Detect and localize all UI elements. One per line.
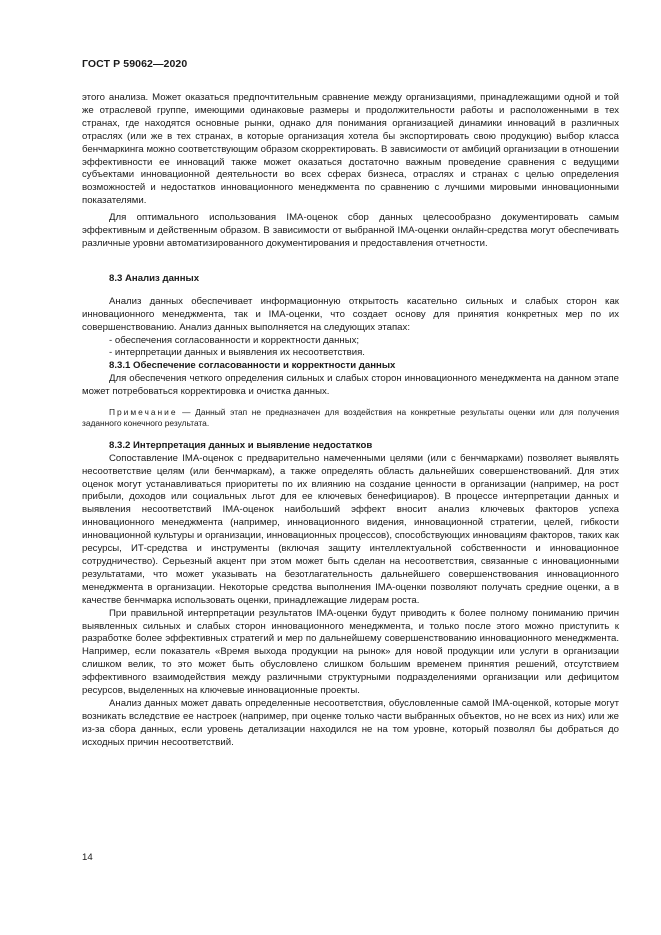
body-text [82, 92, 619, 750]
paragraph-interpretation: При правильной интерпретации результатов IMA-оценки будут приводить к более полному пониманию причин выявленных сильных и слабых сторон инновационного менеджмента, и только после этого можно приступить к разработке более эффективных стратегий и мер по дальнейшему совершенствованию инновационного менеджмента. Например, если показатель «Время выхода продукции на рынок» для новой продукции или услуги в организации слишком велик, то это может быть обусловлено слишком большим временем принятия решений, отсутствием эффективного взаимодействия между различными структурными подразделениями организации или дефицитом ресурсов, выделенных на ключевые инновационные проекты. [82, 607, 619, 697]
standard-header: ГОСТ Р 59062—2020 [82, 58, 188, 70]
paragraph-inconsistencies: Анализ данных может давать определенные несоответствия, обусловленные самой IMA-оценкой, которые могут возникать вследствие ее настроек (например, при оценке только части выбранных объектов, но не всех из них) или же из-за сбора данных, если уровень детализации находился не на том уровне, который позволял бы добраться до исходных причин несоответствий. [82, 697, 619, 748]
paragraph-comparison: Сопоставление IMA-оценок с предварительно намеченными целями (или с бенчмарками) позволяет выявлять несоответствие целям (или бенчмаркам), а также определять область дальнейших совершенствований. Для этих оценок могут устанавливаться приоритеты по их влиянию на создание ценности в организации (например, на рост прибыли, доходов или социальных льгот для ее ключевых бенефициаров). В процессе интерпретации данных и выявления несоответствий IMA-оценок наибольший эффект вносит анализ ключевых факторов успеха инновационного менеджмента (например, инновационного видения, инновационной стратегии, целей, гибкости инновационной культуры и организации, инновационных процессов), способствующих инновациям факторов, таких как ресурсы, ИТ-средства и инструменты (включая защиту интеллектуальной собственности и инновационное сотрудничество). Серьезный акцент при этом может быть сделан на несоответствия, связанные с инновационными результатами, что может указывать на безотлагательность дальнейшего совершенствования инновационного менеджмента в организации. Некоторые средства выполнения IMA-оценки позволяют получать средние оценки, а в качестве бенчмарка использовать оценки, принадлежащие лидерам роста. [82, 452, 619, 606]
subsection-title-8-3-1: 8.3.1 Обеспечение согласованности и корректности данных [109, 360, 396, 372]
paragraph-data-correction: Для обеспечения четкого определения сильных и слабых сторон инновационного менеджмента на данном этапе может потребоваться корректировка и очистка данных. [82, 373, 619, 398]
paragraph-data-analysis-intro: Анализ данных обеспечивает информационную открытость касательно сильных и слабых сторон как инновационного менеджмента, так и IMA-оценки, что создает основу для принятия конкретных мер по их совершенствованию. Анализ данных выполняется на следующих этапах: [82, 295, 619, 333]
list-item-step-1: - обеспечения согласованности и корректности данных; [109, 334, 360, 346]
section-title-8-3: 8.3 Анализ данных [109, 272, 200, 284]
note [82, 407, 619, 430]
paragraph-continuation: этого анализа. Может оказаться предпочтительным сравнение между организациями, принадлежащими одной и той же отраслевой группе, имеющими одинаковые размеры и продолжительности работы и расположенными в тех странах, где находятся основные рынки, однако для понимания организацией динамики инноваций в различных отраслях (или же в тех странах, в которые организация хотела бы экспортировать свою продукцию) выбор класса бенчмаркинга можно соответствующим образом скорректировать. В зависимости от амбиций организации в отношении эффективности ее инноваций также может оказаться достаточно важным проведение сравнения с ведущими субъектами инновационной деятельности во всех сферах бизнеса, отраслях и странах с целью определения возможностей и недостатков инновационного менеджмента по сравнению с лучшими мировыми инновационными показателями. [82, 92, 619, 207]
subsection-title-8-3-2: 8.3.2 Интерпретация данных и выявление недостатков [109, 439, 373, 451]
page-number: 14 [82, 852, 93, 863]
note-label: Примечание [109, 407, 178, 418]
note-text: — Данный этап не предназначен для воздействия на конкретные результаты оценки или для получения заданного конечного результата. [82, 407, 619, 429]
list-item-step-2: - интерпретации данных и выявления их несоответствия. [109, 347, 365, 359]
paragraph-documentation: Для оптимального использования IMA-оценок сбор данных целесообразно документировать самым эффективным и действенным образом. В зависимости от выбранной IMA-оценки онлайн-средства могут обеспечивать различные уровни автоматизированного документирования и предоставления отчетности. [82, 212, 619, 249]
